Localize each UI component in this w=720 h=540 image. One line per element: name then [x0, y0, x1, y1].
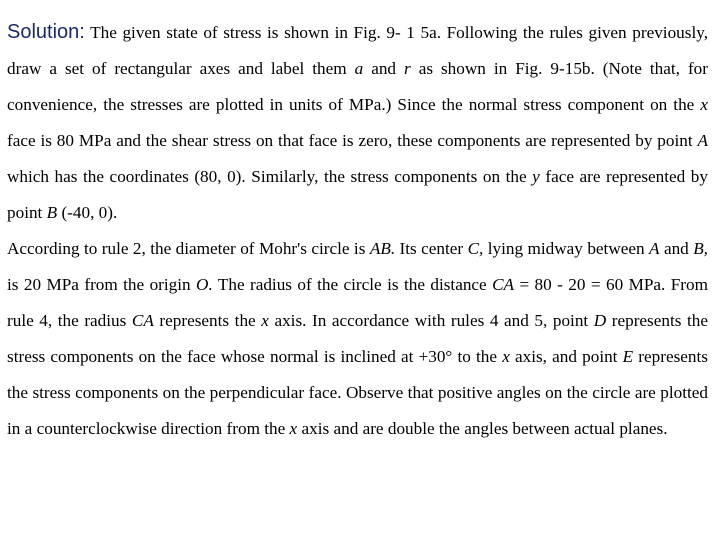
- variable-x: x: [502, 347, 510, 366]
- text-span: The given state of stress is shown in Fig. 9- 1 5a. Following the rules given previously, draw a set of rectangular axes and label them: [7, 23, 708, 78]
- text-span: and: [659, 239, 694, 258]
- text-span: face are represented by point: [7, 167, 708, 222]
- point-a: A: [697, 131, 708, 150]
- point-e: E: [622, 347, 634, 366]
- point-b: B: [46, 203, 58, 222]
- paragraph-mohr-circle: [7, 231, 708, 447]
- text-span: Its center: [395, 239, 468, 258]
- variable-x: x: [261, 311, 269, 330]
- text-span: (-40, 0).: [57, 203, 118, 222]
- text-span: represents the stress components on the perpendicular face. Observe that positive angles on the circle are plotted in a counterclockwise direction from the: [7, 347, 708, 438]
- text-span: The radius of the circle is the distance: [212, 275, 493, 294]
- solution-label: Solution:: [7, 21, 85, 43]
- text-span: represents the stress components on the face whose normal is inclined at +30° to the: [7, 311, 708, 366]
- variable-r: r: [404, 59, 411, 78]
- point-a: A: [649, 239, 660, 258]
- origin-o: O.: [196, 275, 213, 294]
- text-span: According to rule 2, the diameter of Mohr's circle is: [7, 239, 370, 258]
- text-span: and: [363, 59, 405, 78]
- document-body: [7, 14, 708, 447]
- text-span: axis, and point: [509, 347, 623, 366]
- paragraph-solution: [7, 14, 708, 231]
- variable-x: x: [700, 95, 708, 114]
- radius-ca: CA: [492, 275, 515, 294]
- radius-ca: CA: [131, 311, 154, 330]
- text-span: axis. In accordance with rules 4 and 5, point: [268, 311, 594, 330]
- variable-x: x: [289, 419, 298, 438]
- text-span: lying midway between: [483, 239, 650, 258]
- text-span: face is 80 MPa and the shear stress on that face is zero, these components are represented by point: [7, 131, 698, 150]
- text-span: axis and are double the angles between actual planes.: [297, 419, 668, 438]
- center-c: C,: [467, 239, 484, 258]
- point-b: B,: [693, 239, 708, 258]
- point-d: D: [593, 311, 607, 330]
- diameter-ab: AB.: [369, 239, 396, 258]
- text-span: which has the coordinates (80, 0). Similarly, the stress components on the: [7, 167, 533, 186]
- text-span: = 80 - 20 = 60 MPa. From rule 4, the radius: [7, 275, 708, 330]
- text-span: is 20 MPa from the origin: [7, 275, 197, 294]
- variable-a: a: [354, 59, 364, 78]
- variable-y: y: [532, 167, 540, 186]
- text-span: represents the: [153, 311, 262, 330]
- text-span: as shown in Fig. 9-15b. (Note that, for convenience, the stresses are plotted in units of MPa.) Since the normal stress component on the: [7, 59, 708, 114]
